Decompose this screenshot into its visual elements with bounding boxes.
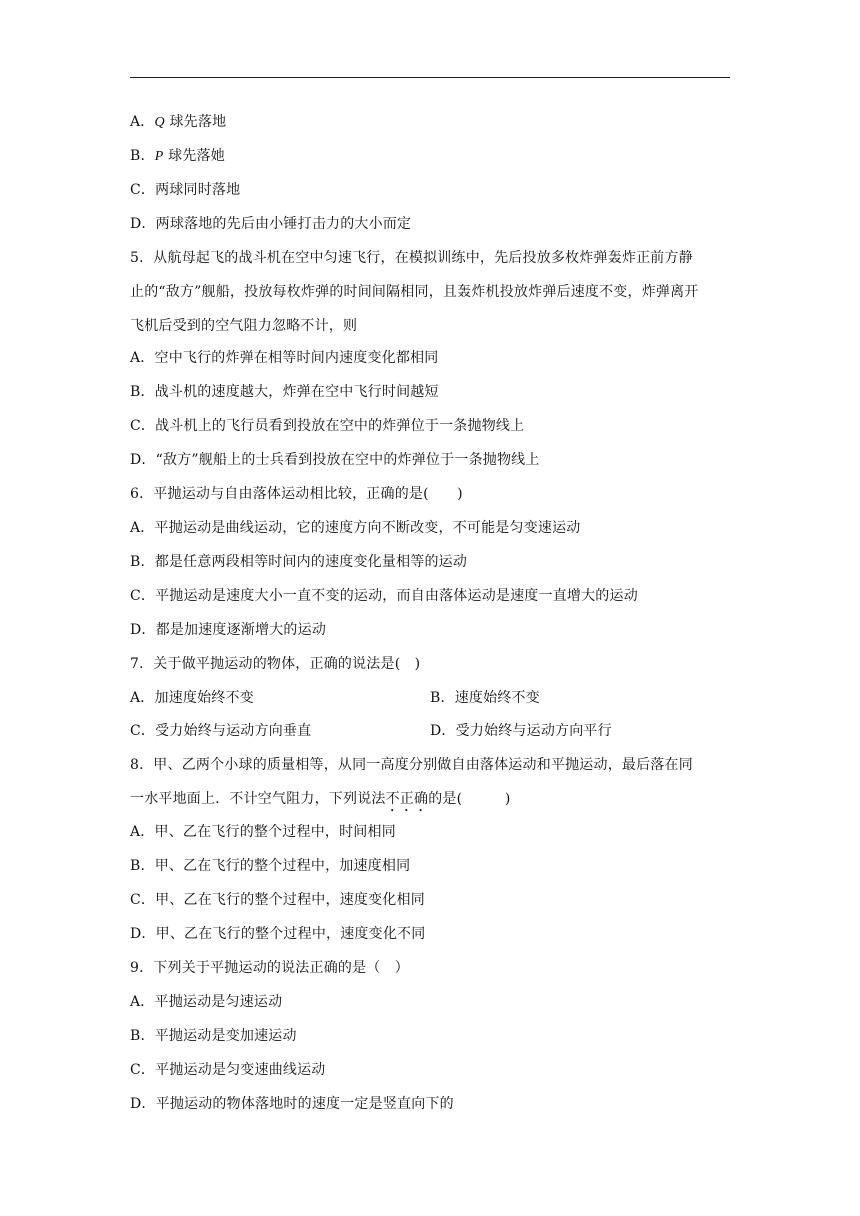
q5-option-b: B．战斗机的速度越大，炸弹在空中飞行时间越短 [130,384,439,400]
q5-stem-line-3: 飞机后受到的空气阻力忽略不计，则 [130,318,358,334]
q5-stem-line-1: 5．从航母起飞的战斗机在空中匀速飞行，在模拟训练中，先后投放多枚炸弹轰炸正前方静 [130,250,693,266]
q8-option-a: A．甲、乙在飞行的整个过程中，时间相同 [130,824,396,840]
q4-option-c: C．两球同时落地 [130,182,241,198]
q8-option-c: C．甲、乙在飞行的整个过程中，速度变化相同 [130,892,425,908]
q5-option-d: D．“敌方”舰船上的士兵看到投放在空中的炸弹位于一条抛物线上 [130,452,540,468]
q8-stem-line-1: 8．甲、乙两个小球的质量相等，从同一高度分别做自由落体运动和平抛运动，最后落在同 [130,757,693,773]
q7-option-b: B．速度始终不变 [430,690,540,706]
q5-stem-line-2: 止的“敌方”舰船，投放每枚炸弹的时间间隔相同，且轰炸机投放炸弹后速度不变，炸弹离开 [130,284,699,300]
q9-option-a: A．平抛运动是匀速运动 [130,994,283,1010]
q7-option-d: D．受力始终与运动方向平行 [430,723,612,739]
q7-stem: 7．关于做平抛运动的物体，正确的说法是( ) [130,656,421,672]
q6-option-a: A．平抛运动是曲线运动，它的速度方向不断改变，不可能是匀变速运动 [130,520,581,536]
q8-stem-line-2: 一水平地面上．不计空气阻力，下列说法不正确的是( ) [130,791,511,807]
q5-option-c: C．战斗机上的飞行员看到投放在空中的炸弹位于一条抛物线上 [130,418,525,434]
q4-option-b: B．P 球先落她 [130,148,225,164]
q6-option-c: C．平抛运动是速度大小一直不变的运动，而自由落体运动是速度一直增大的运动 [130,588,638,604]
q8-emphasis-not-correct: 不正确 [385,791,429,807]
q8-option-b: B．甲、乙在飞行的整个过程中，加速度相同 [130,858,411,874]
header-rule [130,77,730,78]
q4-option-d: D．两球落地的先后由小锤打击力的大小而定 [130,216,412,232]
q8-option-d: D．甲、乙在飞行的整个过程中，速度变化不同 [130,926,426,942]
q7-option-a: A．加速度始终不变 [130,690,254,706]
q5-option-a: A．空中飞行的炸弹在相等时间内速度变化都相同 [130,350,439,366]
q4-option-a: A．Q 球先落地 [130,114,227,130]
q6-stem: 6．平抛运动与自由落体运动相比较，正确的是( ) [130,486,463,502]
q9-stem: 9．下列关于平抛运动的说法正确的是（ ） [130,960,409,976]
q9-option-d: D．平抛运动的物体落地时的速度一定是竖直向下的 [130,1096,454,1112]
q7-option-c: C．受力始终与运动方向垂直 [130,723,312,739]
q6-option-b: B．都是任意两段相等时间内的速度变化量相等的运动 [130,554,468,570]
q9-option-c: C．平抛运动是匀变速曲线运动 [130,1062,326,1078]
q9-option-b: B．平抛运动是变加速运动 [130,1028,297,1044]
q6-option-d: D．都是加速度逐渐增大的运动 [130,622,327,638]
